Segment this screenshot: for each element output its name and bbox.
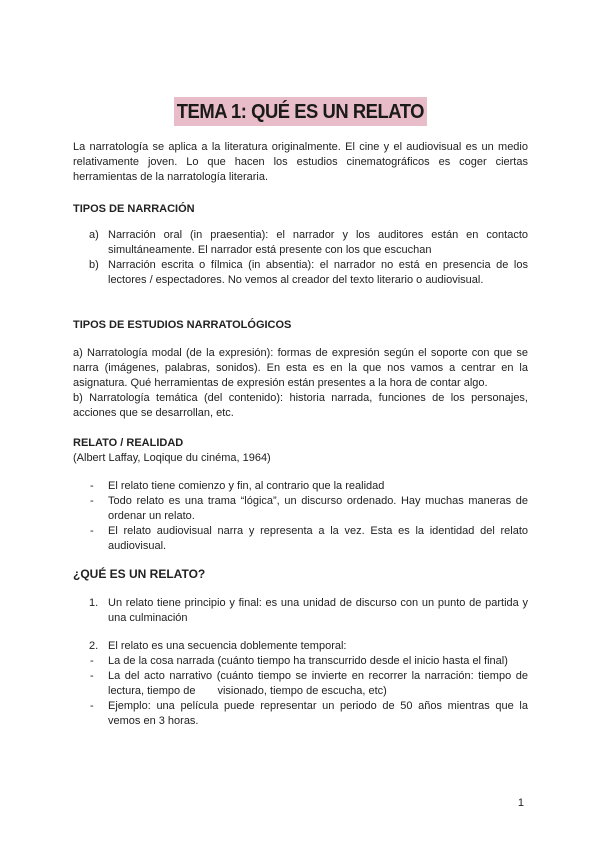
list-item-text: Todo relato es una trama “lógica”, un discurso ordenado. Hay muchas maneras de ordenar un relato. <box>108 495 528 522</box>
list-item <box>73 699 528 729</box>
list-item-text-b: visionado, tiempo de escucha, etc) <box>217 685 387 697</box>
list-item <box>73 669 528 699</box>
list-marker: b) <box>89 259 99 271</box>
list-item-text: El relato es una secuencia doblemente temporal: <box>108 640 347 652</box>
list-marker: - <box>90 525 94 537</box>
list-item <box>73 479 528 494</box>
list-item <box>73 654 528 669</box>
list-item <box>73 258 528 288</box>
estudios-paragraph-a: a) Narratología modal (de la expresión): formas de expresión según el soporte con que se narra (imágenes, palabras, sonidos). En esta es en la que nos vamos a centrar en la asignatura. Qué herramientas de expresión están presentes a la hora de contar algo. <box>73 347 528 389</box>
list-marker: a) <box>89 229 99 241</box>
heading-que-es: ¿QUÉ ES UN RELATO? <box>73 567 206 581</box>
list-item <box>73 524 528 554</box>
relato-realidad-list <box>73 479 528 554</box>
page-number: 1 <box>517 797 524 809</box>
list-item <box>73 639 528 654</box>
list-marker: - <box>90 480 94 492</box>
list-item <box>73 596 528 626</box>
intro-paragraph: La narratología se aplica a la literatura originalmente. El cine y el audiovisual es un medio relativamente joven. Lo que hacen los estudios cinematográficos es coger ciertas herramientas de la narratología literaria. <box>73 141 528 183</box>
list-item-text: El relato audiovisual narra y representa a la vez. Esta es la identidad del relato audiovisual. <box>108 525 528 552</box>
que-es-list-2 <box>73 639 528 654</box>
title-container <box>0 97 600 126</box>
estudios-paragraph-b: b) Narratología temática (del contenido): historia narrada, funciones de los personajes, acciones que se desarrollan, etc. <box>73 392 528 419</box>
list-item-text-a: La del acto narrativo (cuánto tiempo se invierte en recorrer la narración: tiempo de lectura, tiempo de <box>108 670 528 697</box>
heading-relato-realidad: RELATO / REALIDAD <box>73 437 184 449</box>
list-item-text: El relato tiene comienzo y fin, al contrario que la realidad <box>108 480 385 492</box>
list-marker: - <box>90 495 94 507</box>
list-marker: - <box>90 655 94 667</box>
heading-estudios: TIPOS DE ESTUDIOS NARRATOLÓGICOS <box>73 319 292 331</box>
heading-tipos-narracion: TIPOS DE NARRACIÓN <box>73 203 195 215</box>
list-item <box>73 494 528 524</box>
relato-realidad-source: (Albert Laffay, Loqique du cinéma, 1964) <box>73 452 271 464</box>
page-title: TEMA 1: QUÉ ES UN RELATO <box>174 97 427 126</box>
que-es-sublist <box>73 654 528 729</box>
list-item-text: La de la cosa narrada (cuánto tiempo ha transcurrido desde el inicio hasta el final) <box>108 655 508 667</box>
list-item-text: Narración escrita o fílmica (in absentia): el narrador no está en presencia de los lectores / espectadores. No vemos al creador del texto literario o audiovisual. <box>108 259 528 286</box>
list-item-text: Un relato tiene principio y final: es una unidad de discurso con un punto de partida y una culminación <box>108 597 528 624</box>
que-es-list-1 <box>73 596 528 626</box>
list-marker: - <box>90 700 94 712</box>
tipos-narracion-list <box>73 228 528 288</box>
list-item <box>73 228 528 258</box>
list-item-text: Narración oral (in praesentia): el narrador y los auditores están en contacto simultáneamente. El narrador está presente con los que escuchan <box>108 229 528 256</box>
list-item-text: Ejemplo: una película puede representar un periodo de 50 años mientras que la vemos en 3 horas. <box>108 700 528 727</box>
list-marker: 2. <box>89 640 99 652</box>
list-marker: - <box>90 670 94 682</box>
list-marker: 1. <box>89 597 99 609</box>
